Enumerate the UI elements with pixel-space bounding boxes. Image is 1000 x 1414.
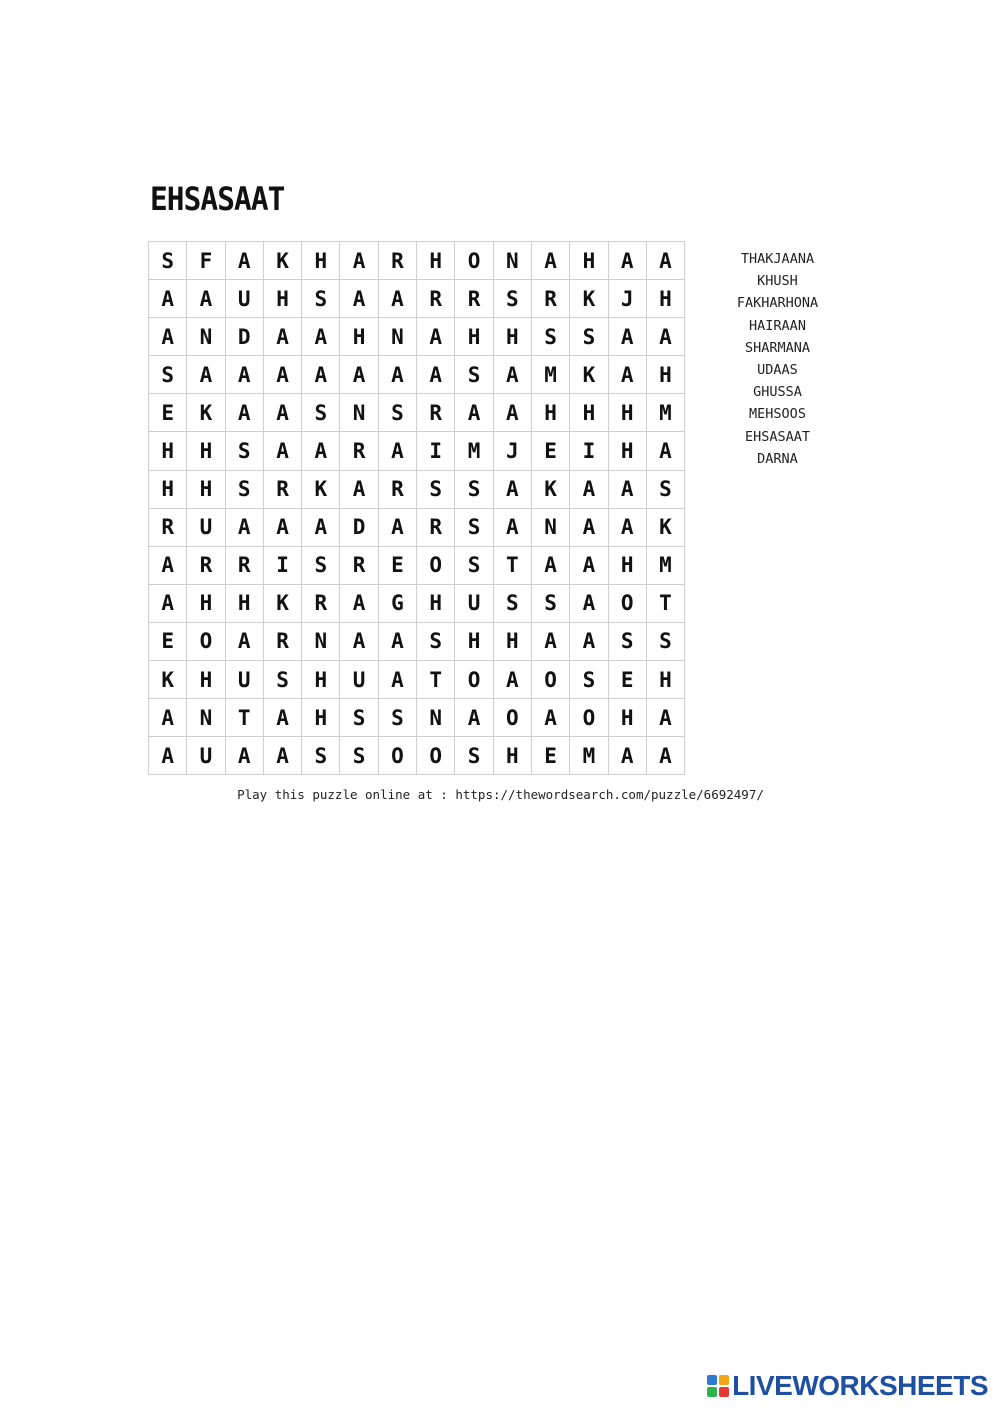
- grid-cell[interactable]: A: [340, 622, 378, 660]
- grid-cell[interactable]: A: [646, 737, 684, 775]
- grid-cell[interactable]: J: [493, 432, 531, 470]
- grid-cell[interactable]: A: [378, 661, 416, 699]
- grid-cell[interactable]: A: [608, 737, 646, 775]
- grid-cell[interactable]: A: [570, 546, 608, 584]
- grid-cell[interactable]: A: [608, 242, 646, 280]
- grid-row: [149, 622, 685, 660]
- grid-cell[interactable]: A: [378, 356, 416, 394]
- grid-cell[interactable]: H: [455, 318, 493, 356]
- grid-cell[interactable]: A: [493, 356, 531, 394]
- word-list: [720, 248, 835, 470]
- grid-cell[interactable]: A: [340, 470, 378, 508]
- grid-cell[interactable]: R: [340, 546, 378, 584]
- grid-cell[interactable]: N: [493, 242, 531, 280]
- grid-cell[interactable]: S: [646, 622, 684, 660]
- grid-cell[interactable]: O: [455, 242, 493, 280]
- grid-cell[interactable]: A: [340, 584, 378, 622]
- grid-cell[interactable]: M: [646, 546, 684, 584]
- grid-cell[interactable]: A: [225, 394, 263, 432]
- word-list-item: DARNA: [757, 450, 798, 467]
- grid-cell[interactable]: A: [263, 737, 301, 775]
- grid-cell[interactable]: S: [302, 280, 340, 318]
- grid-cell[interactable]: O: [417, 737, 455, 775]
- grid-cell[interactable]: H: [570, 242, 608, 280]
- grid-cell[interactable]: A: [608, 508, 646, 546]
- grid-cell[interactable]: A: [340, 242, 378, 280]
- grid-cell[interactable]: K: [570, 280, 608, 318]
- grid-cell[interactable]: S: [455, 737, 493, 775]
- grid-cell[interactable]: R: [187, 546, 225, 584]
- grid-cell[interactable]: A: [378, 432, 416, 470]
- grid-cell[interactable]: S: [302, 394, 340, 432]
- grid-cell[interactable]: O: [531, 661, 569, 699]
- grid-cell[interactable]: S: [417, 622, 455, 660]
- grid-cell[interactable]: A: [187, 280, 225, 318]
- grid-cell[interactable]: S: [263, 661, 301, 699]
- grid-cell[interactable]: S: [531, 584, 569, 622]
- grid-cell[interactable]: R: [417, 394, 455, 432]
- liveworksheets-logo-icon: [707, 1375, 729, 1397]
- grid-cell[interactable]: A: [493, 508, 531, 546]
- grid-cell[interactable]: A: [263, 356, 301, 394]
- grid-cell[interactable]: A: [531, 622, 569, 660]
- grid-row: [149, 661, 685, 699]
- grid-cell[interactable]: R: [263, 470, 301, 508]
- grid-cell[interactable]: K: [302, 470, 340, 508]
- grid-cell[interactable]: H: [187, 432, 225, 470]
- grid-cell[interactable]: A: [493, 394, 531, 432]
- grid-cell[interactable]: A: [340, 280, 378, 318]
- grid-cell[interactable]: E: [149, 622, 187, 660]
- grid-cell[interactable]: S: [340, 737, 378, 775]
- grid-cell[interactable]: U: [340, 661, 378, 699]
- grid-row: [149, 737, 685, 775]
- logo-square-4: [719, 1387, 729, 1397]
- grid-cell[interactable]: H: [646, 356, 684, 394]
- grid-cell[interactable]: S: [608, 622, 646, 660]
- grid-row: [149, 699, 685, 737]
- grid-cell[interactable]: A: [646, 242, 684, 280]
- grid-cell[interactable]: S: [455, 508, 493, 546]
- grid-row: [149, 546, 685, 584]
- grid-cell[interactable]: N: [417, 699, 455, 737]
- grid-cell[interactable]: I: [263, 546, 301, 584]
- grid-cell[interactable]: H: [149, 470, 187, 508]
- grid-cell[interactable]: S: [570, 661, 608, 699]
- grid-cell[interactable]: I: [570, 432, 608, 470]
- grid-cell[interactable]: A: [531, 699, 569, 737]
- grid-cell[interactable]: A: [149, 280, 187, 318]
- grid-cell[interactable]: U: [455, 584, 493, 622]
- grid-cell[interactable]: U: [187, 508, 225, 546]
- grid-cell[interactable]: A: [225, 622, 263, 660]
- grid-cell[interactable]: E: [149, 394, 187, 432]
- grid-cell[interactable]: E: [531, 432, 569, 470]
- grid-cell[interactable]: A: [646, 318, 684, 356]
- liveworksheets-logo[interactable]: [707, 1370, 988, 1402]
- grid-cell[interactable]: H: [417, 584, 455, 622]
- grid-cell[interactable]: A: [263, 508, 301, 546]
- logo-square-3: [707, 1387, 717, 1397]
- grid-cell[interactable]: R: [225, 546, 263, 584]
- grid-cell[interactable]: S: [225, 432, 263, 470]
- grid-cell[interactable]: H: [646, 661, 684, 699]
- grid-cell[interactable]: H: [263, 280, 301, 318]
- grid-row: [149, 318, 685, 356]
- grid-cell[interactable]: A: [149, 318, 187, 356]
- grid-cell[interactable]: O: [417, 546, 455, 584]
- grid-cell[interactable]: A: [149, 546, 187, 584]
- grid-cell[interactable]: S: [225, 470, 263, 508]
- grid-cell[interactable]: S: [340, 699, 378, 737]
- grid-cell[interactable]: O: [378, 737, 416, 775]
- grid-cell[interactable]: T: [646, 584, 684, 622]
- grid-cell[interactable]: H: [149, 432, 187, 470]
- grid-cell[interactable]: K: [646, 508, 684, 546]
- grid-cell[interactable]: S: [493, 280, 531, 318]
- grid-cell[interactable]: H: [187, 470, 225, 508]
- grid-cell[interactable]: N: [340, 394, 378, 432]
- grid-cell[interactable]: A: [417, 318, 455, 356]
- grid-cell[interactable]: A: [531, 546, 569, 584]
- grid-cell[interactable]: A: [570, 584, 608, 622]
- grid-row: [149, 394, 685, 432]
- grid-cell[interactable]: H: [417, 242, 455, 280]
- grid-cell[interactable]: R: [302, 584, 340, 622]
- grid-cell[interactable]: A: [570, 622, 608, 660]
- grid-cell[interactable]: H: [302, 661, 340, 699]
- grid-cell[interactable]: A: [570, 470, 608, 508]
- grid-cell[interactable]: R: [417, 280, 455, 318]
- grid-cell[interactable]: K: [149, 661, 187, 699]
- word-list-item: HAIRAAN: [749, 317, 806, 334]
- grid-cell[interactable]: A: [608, 470, 646, 508]
- grid-row: [149, 470, 685, 508]
- grid-cell[interactable]: A: [263, 394, 301, 432]
- word-list-item: MEHSOOS: [749, 406, 806, 423]
- grid-cell[interactable]: H: [646, 280, 684, 318]
- word-list-item: FAKHARHONA: [736, 295, 819, 312]
- grid-cell[interactable]: K: [263, 242, 301, 280]
- grid-cell[interactable]: M: [570, 737, 608, 775]
- grid-row: [149, 584, 685, 622]
- grid-cell[interactable]: S: [302, 737, 340, 775]
- grid-cell[interactable]: M: [531, 356, 569, 394]
- grid-cell[interactable]: A: [302, 432, 340, 470]
- grid-cell[interactable]: A: [149, 699, 187, 737]
- puzzle-title: EHSASAAT: [150, 180, 285, 218]
- word-list-item: GHUSSA: [753, 384, 802, 401]
- grid-cell[interactable]: K: [263, 584, 301, 622]
- grid-cell[interactable]: H: [608, 546, 646, 584]
- grid-cell[interactable]: H: [570, 394, 608, 432]
- grid-cell[interactable]: A: [225, 356, 263, 394]
- grid-cell[interactable]: H: [302, 242, 340, 280]
- grid-cell[interactable]: R: [340, 432, 378, 470]
- grid-cell[interactable]: M: [646, 394, 684, 432]
- grid-row: [149, 356, 685, 394]
- grid-cell[interactable]: A: [455, 699, 493, 737]
- grid-cell[interactable]: E: [608, 661, 646, 699]
- grid-cell[interactable]: H: [493, 622, 531, 660]
- grid-row: [149, 280, 685, 318]
- grid-cell[interactable]: A: [302, 356, 340, 394]
- word-list-item: SHARMANA: [744, 339, 811, 356]
- grid-cell[interactable]: O: [570, 699, 608, 737]
- grid-cell[interactable]: N: [187, 318, 225, 356]
- grid-cell[interactable]: N: [378, 318, 416, 356]
- grid-cell[interactable]: H: [493, 737, 531, 775]
- grid-cell[interactable]: A: [378, 280, 416, 318]
- grid-cell[interactable]: M: [455, 432, 493, 470]
- grid-cell[interactable]: K: [187, 394, 225, 432]
- grid-cell[interactable]: A: [417, 356, 455, 394]
- grid-cell[interactable]: A: [531, 242, 569, 280]
- grid-cell[interactable]: S: [646, 470, 684, 508]
- grid-row: [149, 432, 685, 470]
- grid-cell[interactable]: A: [455, 394, 493, 432]
- grid-cell[interactable]: A: [263, 699, 301, 737]
- word-list-item: KHUSH: [757, 273, 798, 290]
- grid-cell[interactable]: S: [302, 546, 340, 584]
- grid-cell[interactable]: A: [646, 432, 684, 470]
- grid-row: [149, 508, 685, 546]
- grid-cell[interactable]: N: [302, 622, 340, 660]
- grid-cell[interactable]: K: [531, 470, 569, 508]
- grid-cell[interactable]: A: [570, 508, 608, 546]
- grid-cell[interactable]: I: [417, 432, 455, 470]
- grid-cell[interactable]: S: [570, 318, 608, 356]
- grid-cell[interactable]: A: [149, 584, 187, 622]
- word-list-item: EHSASAAT: [744, 428, 811, 445]
- grid-cell[interactable]: H: [608, 432, 646, 470]
- grid-cell[interactable]: O: [493, 699, 531, 737]
- grid-cell[interactable]: H: [608, 699, 646, 737]
- grid-cell[interactable]: S: [417, 470, 455, 508]
- grid-cell[interactable]: K: [570, 356, 608, 394]
- grid-cell[interactable]: A: [263, 318, 301, 356]
- grid-cell[interactable]: H: [302, 699, 340, 737]
- grid-cell[interactable]: D: [340, 508, 378, 546]
- grid-cell[interactable]: O: [455, 661, 493, 699]
- grid-cell[interactable]: A: [608, 356, 646, 394]
- grid-cell[interactable]: U: [225, 280, 263, 318]
- grid-cell[interactable]: T: [417, 661, 455, 699]
- grid-cell[interactable]: S: [531, 318, 569, 356]
- grid-cell[interactable]: R: [378, 470, 416, 508]
- grid-cell[interactable]: A: [493, 470, 531, 508]
- word-list-item: THAKJAANA: [740, 251, 815, 267]
- grid-cell[interactable]: A: [149, 737, 187, 775]
- grid-cell[interactable]: A: [225, 508, 263, 546]
- grid-cell[interactable]: H: [225, 584, 263, 622]
- grid-cell[interactable]: F: [187, 242, 225, 280]
- grid-cell[interactable]: A: [302, 508, 340, 546]
- grid-cell[interactable]: R: [417, 508, 455, 546]
- grid-cell[interactable]: S: [455, 470, 493, 508]
- grid-cell[interactable]: H: [187, 584, 225, 622]
- grid-cell[interactable]: A: [608, 318, 646, 356]
- word-list-item: UDAAS: [757, 362, 798, 379]
- word-search-grid: [148, 241, 685, 775]
- grid-cell[interactable]: H: [493, 318, 531, 356]
- grid-cell[interactable]: S: [149, 242, 187, 280]
- grid-cell[interactable]: S: [455, 356, 493, 394]
- grid-row: [149, 242, 685, 280]
- grid-cell[interactable]: N: [187, 699, 225, 737]
- grid-cell[interactable]: O: [187, 622, 225, 660]
- grid-cell[interactable]: R: [263, 622, 301, 660]
- grid-cell[interactable]: G: [378, 584, 416, 622]
- grid-cell[interactable]: A: [378, 622, 416, 660]
- grid-cell[interactable]: R: [531, 280, 569, 318]
- grid-cell[interactable]: H: [608, 394, 646, 432]
- grid-cell[interactable]: N: [531, 508, 569, 546]
- grid-cell[interactable]: R: [149, 508, 187, 546]
- grid-cell[interactable]: A: [263, 432, 301, 470]
- grid-cell[interactable]: H: [455, 622, 493, 660]
- logo-square-1: [707, 1375, 717, 1385]
- grid-cell[interactable]: A: [187, 356, 225, 394]
- grid-cell[interactable]: A: [378, 508, 416, 546]
- grid-cell[interactable]: O: [608, 584, 646, 622]
- grid-cell[interactable]: S: [378, 699, 416, 737]
- grid-cell[interactable]: H: [531, 394, 569, 432]
- grid-cell[interactable]: J: [608, 280, 646, 318]
- grid-cell[interactable]: H: [340, 318, 378, 356]
- grid-cell[interactable]: A: [340, 356, 378, 394]
- play-online-link[interactable]: Play this puzzle online at : https://thewordsearch.com/puzzle/6692497/: [237, 787, 764, 802]
- grid-cell[interactable]: R: [455, 280, 493, 318]
- grid-cell[interactable]: R: [378, 242, 416, 280]
- grid-cell[interactable]: A: [302, 318, 340, 356]
- grid-cell[interactable]: U: [225, 661, 263, 699]
- grid-cell[interactable]: S: [378, 394, 416, 432]
- grid-cell[interactable]: A: [493, 661, 531, 699]
- grid-cell[interactable]: T: [493, 546, 531, 584]
- grid-cell[interactable]: E: [531, 737, 569, 775]
- logo-square-2: [719, 1375, 729, 1385]
- grid-cell[interactable]: A: [646, 699, 684, 737]
- grid-cell[interactable]: E: [378, 546, 416, 584]
- grid-cell[interactable]: T: [225, 699, 263, 737]
- grid-cell[interactable]: S: [493, 584, 531, 622]
- grid-cell[interactable]: H: [187, 661, 225, 699]
- grid-cell[interactable]: U: [187, 737, 225, 775]
- grid-cell[interactable]: S: [149, 356, 187, 394]
- grid-cell[interactable]: A: [225, 737, 263, 775]
- grid-cell[interactable]: D: [225, 318, 263, 356]
- grid-cell[interactable]: S: [455, 546, 493, 584]
- brand-text: LIVEWORKSHEETS: [732, 1370, 988, 1401]
- grid-cell[interactable]: A: [225, 242, 263, 280]
